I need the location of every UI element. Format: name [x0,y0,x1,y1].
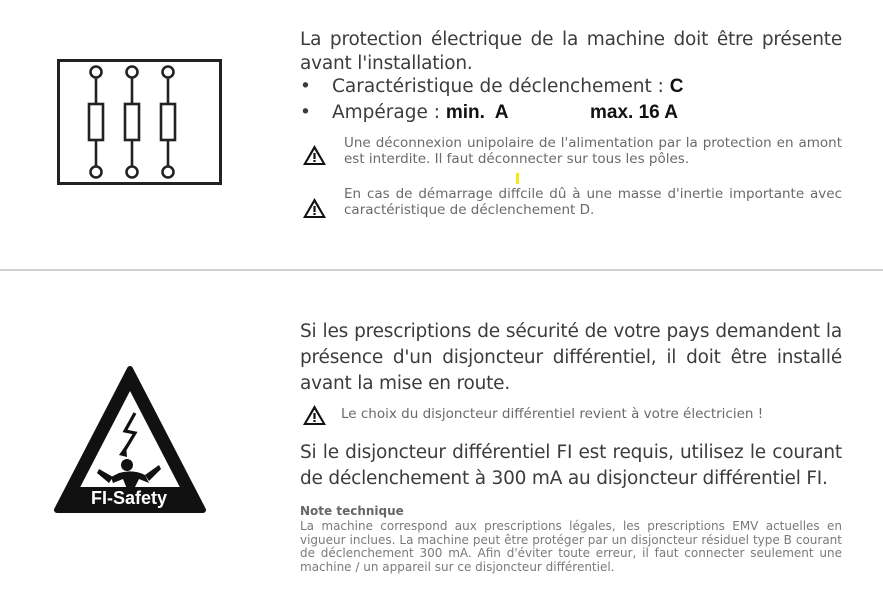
trip-current-text: Si le disjoncteur différentiel FI est requis, utilisez le courant de déclenchement à 300 mA au disjoncteur différentiel FI. [300,442,842,489]
warning-unipolar-text: Une déconnexion unipolaire de l'alimentation par la protection en amont est interdite. Il faut déconnecter sur tous les pôles. [344,135,842,167]
list-item-trip-characteristic [300,75,683,99]
fi-safety-sign-label: FI-Safety [90,488,168,508]
section-divider [0,269,883,271]
warning-triangle-icon [302,404,327,426]
amp-label: Ampérage : [332,102,440,123]
amp-min-value: min. A [445,102,509,123]
technical-note-body: La machine correspond aux prescriptions légales, les prescriptions EMV actuelles en vigueur inclues. La machine peut être protéger par un disjoncteur résiduel type B courant de déclenchement 300 mA. Afin d'éviter toute erreur, il faut connecter seulement une machine / un appareil sur ce disjoncteur différentiel. [300,519,842,574]
warning-difficult-start-text: En cas de démarrage diffcile dû à une masse d'inertie importante avec caractéristique de déclenchement D. [344,186,842,218]
protection-intro-text: La protection électrique de la machine doit être présente avant l'installation. [300,29,842,74]
list-item-amperage [300,101,509,125]
bullet: • [300,102,311,123]
warning-triangle-icon [302,197,327,219]
highlight-mark [516,173,519,184]
fuse-diagram-icon [57,59,222,185]
amp-max-value: max. 16 A [590,102,679,123]
electrician-choice-text: Le choix du disjoncteur différentiel revient à votre électricien ! [341,406,764,422]
technical-note-title: Note technique [300,504,404,518]
prescription-text: Si les prescriptions de sécurité de votre pays demandent la présence d'un disjoncteur différentiel, il doit être installé avant la mise en route. [300,321,842,394]
bullet: • [300,76,311,97]
trip-value: C [669,76,684,97]
trip-label: Caractéristique de déclenchement : [332,76,664,97]
warning-triangle-icon [302,144,327,166]
